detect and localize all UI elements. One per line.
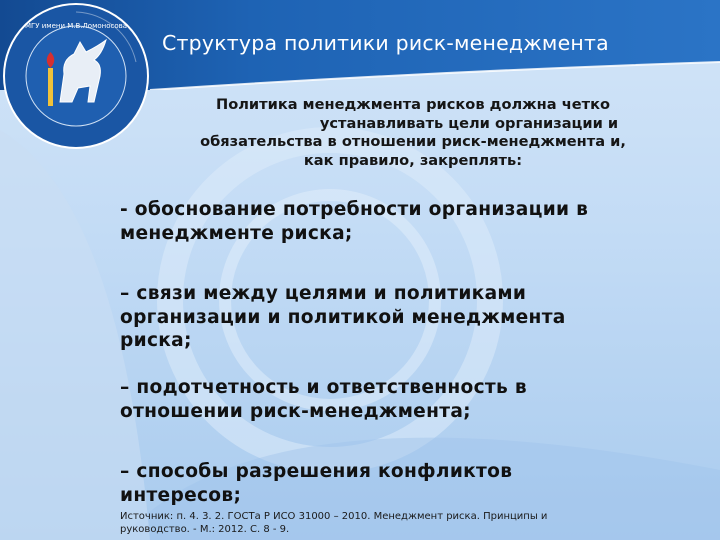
bullet-line: риска; — [120, 330, 192, 351]
bullet-line: – связи между целями и политиками — [120, 283, 527, 304]
slide-title: Структура политики риск-менеджмента — [162, 31, 609, 55]
bullet-item — [120, 460, 715, 507]
bullet-item — [120, 376, 715, 423]
intro-line: устанавливать цели организации и — [319, 114, 619, 132]
bullet-item — [120, 198, 715, 245]
bullet-line: организации и политикой менеджмента — [120, 306, 566, 328]
source-line: руководство. - М.: 2012. С. 8 - 9. — [120, 523, 290, 535]
bullet-line: – способы разрешения конфликтов — [120, 461, 513, 482]
source-line: Источник: п. 4. 3. 2. ГОСТа Р ИСО 31000 – 2010. Менеджмент риска. Принципы и — [120, 511, 548, 522]
bullet-line: – подотчетность и ответственность в — [120, 377, 527, 398]
bullet-line: - обоснование потребности организации в — [120, 199, 589, 220]
svg-text:МГУ имени М.В.Ломоносова: МГУ имени М.В.Ломоносова — [24, 22, 128, 30]
bullet-line: менеджменте риска; — [120, 222, 353, 244]
intro-paragraph — [118, 96, 708, 170]
bullet-line: отношении риск-менеджмента; — [120, 400, 471, 422]
intro-line: обязательства в отношении риск-менеджмента и, — [200, 133, 626, 150]
intro-line: Политика менеджмента рисков должна четко — [216, 96, 610, 113]
source-note — [120, 511, 680, 536]
bullet-item — [120, 282, 715, 353]
bullet-line: интересов; — [120, 484, 242, 506]
intro-line: как правило, закреплять: — [303, 151, 523, 169]
